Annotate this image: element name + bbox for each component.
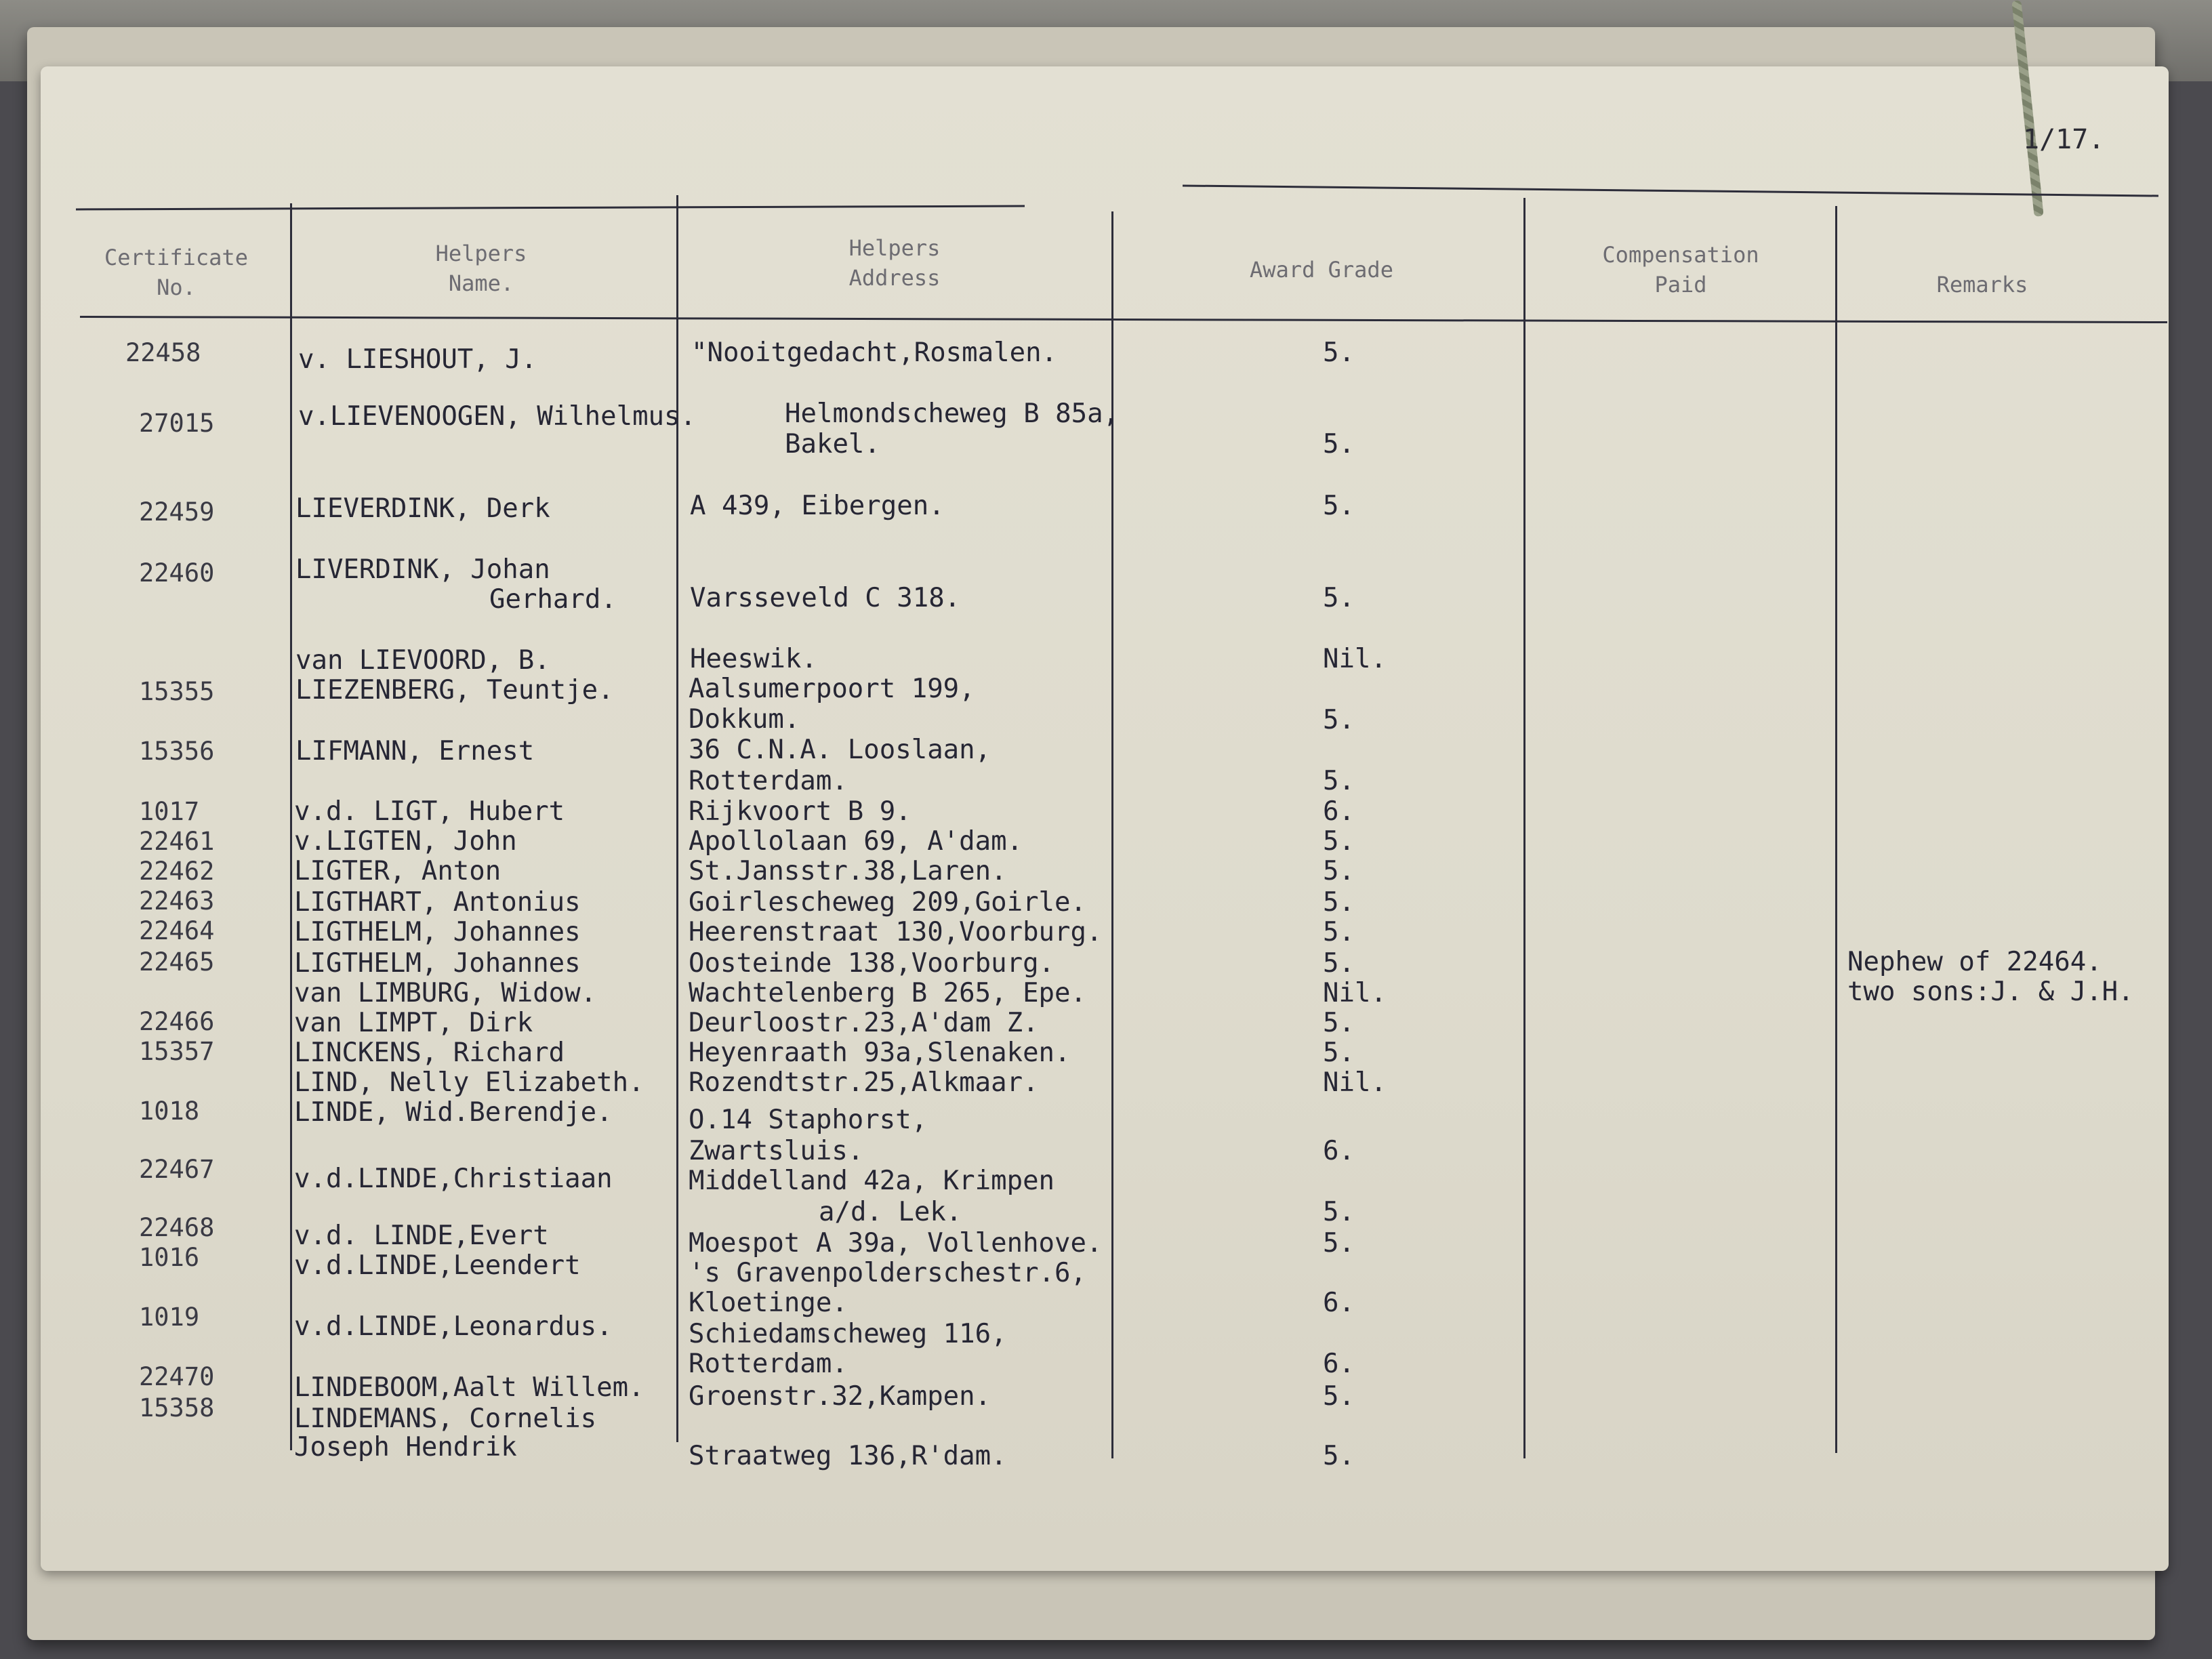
row-11-name: LIGTHELM, Johannes	[294, 917, 581, 947]
row-23-name-line-2: Joseph Hendrik	[294, 1432, 517, 1462]
row-0-certificate: 22458	[125, 338, 201, 367]
row-23-address: Straatweg 136,R'dam.	[689, 1441, 1007, 1471]
row-17-address-line-2: Zwartsluis.	[689, 1136, 864, 1166]
row-7-certificate: 1017	[139, 797, 200, 826]
row-1-name: v.LIEVENOOGEN, Wilhelmus.	[298, 401, 696, 432]
row-1-grade: 5.	[1323, 429, 1355, 459]
row-21-name: v.d.LINDE,Leonardus.	[294, 1311, 613, 1342]
row-17-grade: 6.	[1323, 1136, 1355, 1166]
row-6-address-line-2: Rotterdam.	[689, 766, 848, 796]
row-20-name: v.d.LINDE,Leendert	[294, 1250, 581, 1281]
row-17-certificate: 1018	[139, 1097, 200, 1126]
row-19-address: Moespot A 39a, Vollenhove.	[689, 1228, 1103, 1258]
row-12-address: Oosteinde 138,Voorburg.	[689, 948, 1055, 979]
row-13-grade: Nil.	[1323, 978, 1387, 1008]
row-5-grade: 5.	[1323, 705, 1355, 735]
header-award-grade: Award Grade	[1250, 257, 1393, 283]
row-17-name: LINDE, Wid.Berendje.	[294, 1097, 613, 1128]
row-22-address: Groenstr.32,Kampen.	[689, 1381, 991, 1412]
row-22-grade: 5.	[1323, 1381, 1355, 1412]
row-23-grade: 5.	[1323, 1441, 1355, 1471]
row-13-address: Wachtelenberg B 265, Epe.	[689, 978, 1086, 1008]
row-6-certificate: 15356	[139, 737, 215, 766]
row-18-grade: 5.	[1323, 1197, 1355, 1227]
row-15-grade: 5.	[1323, 1038, 1355, 1068]
row-4-address: Heeswik.	[690, 644, 817, 674]
row-11-address: Heerenstraat 130,Voorburg.	[689, 917, 1103, 947]
row-2-grade: 5.	[1323, 491, 1355, 521]
row-10-grade: 5.	[1323, 887, 1355, 918]
row-5-address-line-2: Dokkum.	[689, 704, 800, 735]
row-14-grade: 5.	[1323, 1008, 1355, 1038]
row-21-certificate: 1019	[139, 1303, 200, 1332]
row-8-name: v.LIGTEN, John	[294, 826, 517, 857]
row-20-grade: 6.	[1323, 1288, 1355, 1318]
row-21-grade: 6.	[1323, 1349, 1355, 1379]
row-1-address-line-2: Bakel.	[785, 429, 880, 459]
row-1-address: Helmondscheweg B 85a,	[785, 398, 1120, 429]
row-12-name: LIGTHELM, Johannes	[294, 948, 581, 979]
row-19-grade: 5.	[1323, 1228, 1355, 1258]
header-name: Helpers Name.	[435, 241, 527, 296]
row-6-name: LIFMANN, Ernest	[295, 736, 535, 766]
row-3-name-line-2: Gerhard.	[489, 584, 617, 615]
row-22-certificate: 22470	[139, 1362, 215, 1391]
row-0-address: "Nooitgedacht,Rosmalen.	[691, 337, 1058, 368]
row-13-remarks: two sons:J. & J.H.	[1847, 977, 2134, 1007]
row-8-address: Apollolaan 69, A'dam.	[689, 826, 1023, 857]
row-9-certificate: 22462	[139, 857, 215, 886]
row-13-name: van LIMBURG, Widow.	[294, 978, 597, 1008]
column-rule-4	[1523, 198, 1525, 1458]
row-9-grade: 5.	[1323, 856, 1355, 886]
row-16-grade: Nil.	[1323, 1067, 1387, 1098]
row-6-grade: 5.	[1323, 766, 1355, 796]
row-7-name: v.d. LIGT, Hubert	[294, 796, 565, 827]
row-3-grade: 5.	[1323, 583, 1355, 613]
row-16-address: Rozendtstr.25,Alkmaar.	[689, 1067, 1039, 1098]
row-11-certificate: 22464	[139, 916, 215, 945]
header-compensation: Compensation Paid	[1602, 242, 1759, 298]
row-18-address-line-2: a/d. Lek.	[819, 1197, 962, 1227]
row-3-certificate: 22460	[139, 558, 215, 588]
row-8-grade: 5.	[1323, 826, 1355, 857]
row-12-grade: 5.	[1323, 948, 1355, 979]
row-22-name: LINDEBOOM,Aalt Willem.	[294, 1372, 644, 1403]
row-18-address: Middelland 42a, Krimpen	[689, 1166, 1055, 1196]
row-21-address-line-2: Rotterdam.	[689, 1349, 848, 1379]
row-2-name: LIEVERDINK, Derk	[295, 493, 550, 524]
column-rule-5	[1835, 206, 1837, 1453]
row-20-address-line-2: Kloetinge.	[689, 1288, 848, 1318]
header-address: Helpers Address	[848, 235, 941, 291]
row-12-remarks: Nephew of 22464.	[1847, 947, 2102, 977]
row-19-name: v.d. LINDE,Evert	[294, 1221, 549, 1251]
row-2-certificate: 22459	[139, 497, 215, 527]
row-5-certificate: 15355	[139, 677, 215, 706]
column-rule-2	[676, 195, 678, 1442]
row-19-certificate: 22468	[139, 1213, 215, 1242]
row-20-certificate: 1016	[139, 1243, 200, 1272]
row-5-address: Aalsumerpoort 199,	[689, 674, 975, 704]
row-23-name: LINDEMANS, Cornelis	[294, 1404, 597, 1434]
header-certificate: Certificate No.	[104, 245, 248, 300]
row-14-name: van LIMPT, Dirk	[294, 1008, 533, 1038]
page-number: 1/17.	[2023, 124, 2105, 155]
row-23-certificate: 15358	[139, 1393, 215, 1422]
row-16-name: LIND, Nelly Elizabeth.	[294, 1067, 644, 1098]
row-21-address: Schiedamscheweg 116,	[689, 1319, 1007, 1349]
row-18-name: v.d.LINDE,Christiaan	[294, 1164, 613, 1194]
row-11-grade: 5.	[1323, 917, 1355, 947]
row-1-certificate: 27015	[139, 409, 215, 438]
row-12-certificate: 22465	[139, 947, 215, 977]
row-9-address: St.Jansstr.38,Laren.	[689, 856, 1007, 886]
row-4-grade: Nil.	[1323, 644, 1387, 674]
row-15-certificate: 15357	[139, 1037, 215, 1066]
row-10-address: Goirlescheweg 209,Goirle.	[689, 887, 1086, 918]
row-3-name: LIVERDINK, Johan	[295, 554, 550, 585]
row-5-name: LIEZENBERG, Teuntje.	[295, 675, 614, 705]
row-20-address: 's Gravenpolderschestr.6,	[689, 1258, 1086, 1288]
row-10-name: LIGTHART, Antonius	[294, 887, 581, 918]
row-10-certificate: 22463	[139, 886, 215, 916]
row-3-address: Varsseveld C 318.	[690, 583, 961, 613]
row-17-address: O.14 Staphorst,	[689, 1105, 928, 1135]
row-7-address: Rijkvoort B 9.	[689, 796, 912, 827]
column-rule-1	[290, 203, 292, 1450]
header-remarks: Remarks	[1936, 272, 2028, 298]
row-7-grade: 6.	[1323, 796, 1355, 827]
row-14-certificate: 22466	[139, 1007, 215, 1036]
row-18-certificate: 22467	[139, 1155, 215, 1184]
row-0-grade: 5.	[1323, 337, 1355, 368]
row-8-certificate: 22461	[139, 827, 215, 856]
row-9-name: LIGTER, Anton	[294, 856, 501, 886]
row-15-address: Heyenraath 93a,Slenaken.	[689, 1038, 1071, 1068]
row-0-name: v. LIESHOUT, J.	[298, 344, 537, 375]
row-4-name: van LIEVOORD, B.	[295, 645, 550, 676]
row-2-address: A 439, Eibergen.	[690, 491, 945, 521]
row-14-address: Deurloostr.23,A'dam Z.	[689, 1008, 1039, 1038]
row-15-name: LINCKENS, Richard	[294, 1038, 565, 1068]
row-6-address: 36 C.N.A. Looslaan,	[689, 735, 991, 765]
